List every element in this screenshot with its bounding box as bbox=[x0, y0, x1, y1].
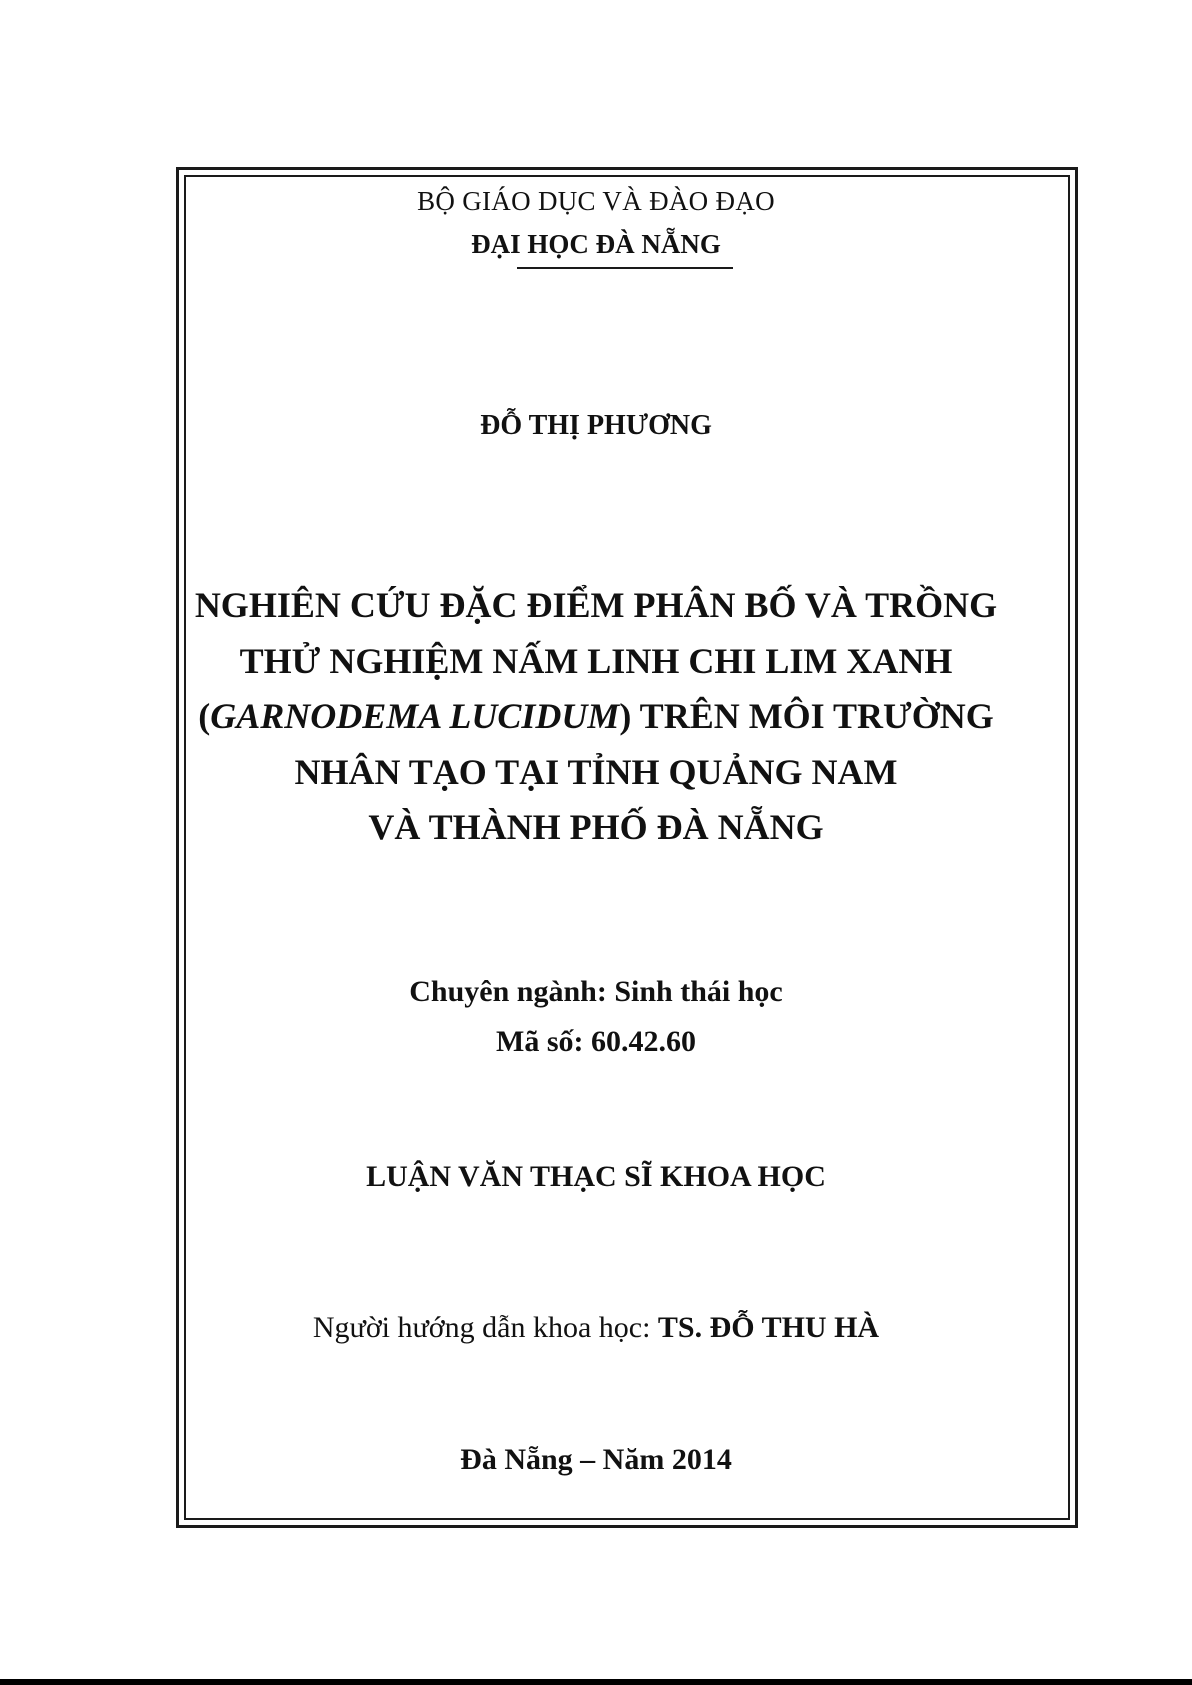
bottom-edge-rule bbox=[0, 1679, 1192, 1685]
thesis-title-line-2: THỬ NGHIỆM NẤM LINH CHI LIM XANH bbox=[239, 641, 953, 681]
degree-title: LUẬN VĂN THẠC SĨ KHOA HỌC bbox=[366, 1160, 826, 1193]
advisor-line bbox=[0, 1311, 1192, 1345]
title-line-3-rest: ) TRÊN MÔI TRƯỜNG bbox=[619, 696, 994, 736]
university-name: ĐẠI HỌC ĐÀ NẴNG bbox=[471, 229, 721, 259]
thesis-title-line-1: NGHIÊN CỨU ĐẶC ĐIỂM PHÂN BỐ VÀ TRỒNG bbox=[194, 585, 998, 625]
author-name: ĐỖ THỊ PHƯƠNG bbox=[480, 410, 712, 441]
species-name: GARNODEMA LUCIDUM bbox=[210, 696, 620, 736]
thesis-title-line-5: VÀ THÀNH PHỐ ĐÀ NẴNG bbox=[368, 807, 824, 847]
specialization: Chuyên ngành: Sinh thái học bbox=[409, 975, 783, 1008]
advisor-label: Người hướng dẫn khoa học: bbox=[312, 1311, 658, 1344]
program-code: Mã số: 60.42.60 bbox=[496, 1025, 696, 1058]
ministry-name: BỘ GIÁO DỤC VÀ ĐÀO ĐẠO bbox=[417, 186, 775, 216]
university-underline bbox=[517, 267, 733, 269]
advisor-name: TS. ĐỖ THU HÀ bbox=[657, 1311, 880, 1344]
thesis-title-line-4: NHÂN TẠO TẠI TỈNH QUẢNG NAM bbox=[294, 752, 898, 792]
title-paren-open: ( bbox=[198, 696, 211, 736]
place-and-year: Đà Nẵng – Năm 2014 bbox=[460, 1443, 732, 1476]
thesis-title-line-3 bbox=[0, 695, 1192, 737]
